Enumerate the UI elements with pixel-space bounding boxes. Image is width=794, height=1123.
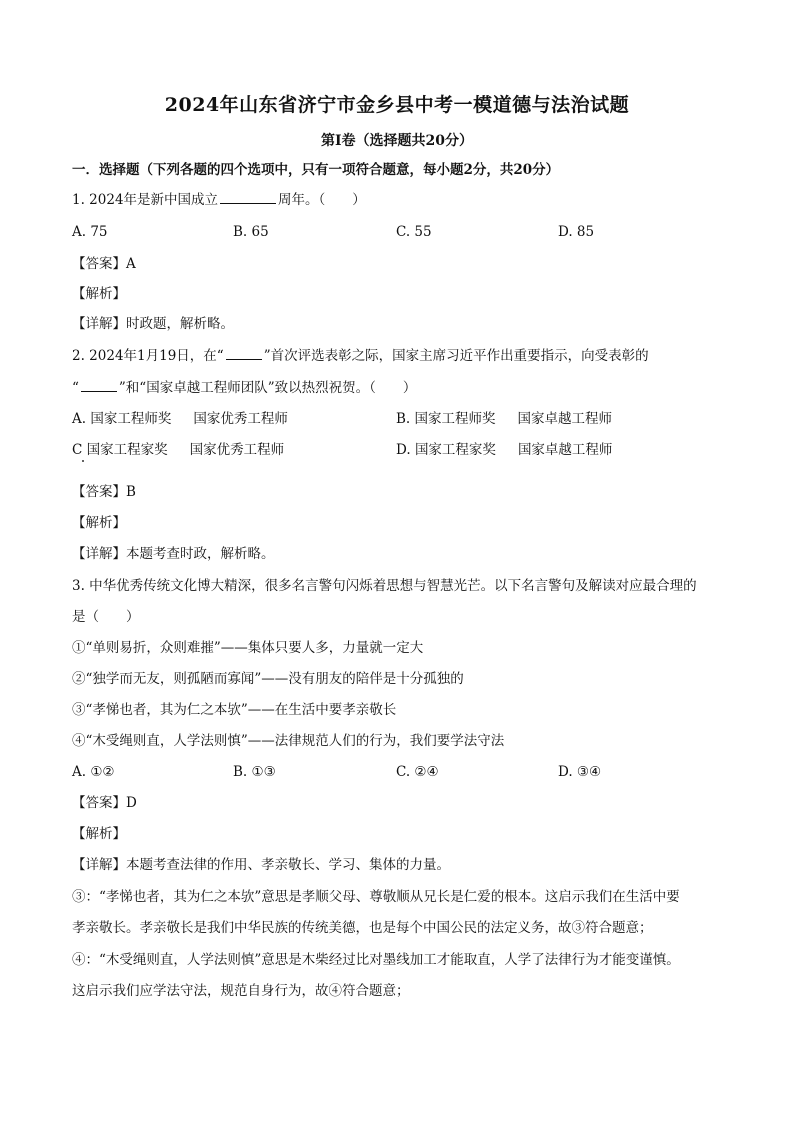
q3-explanation-4-line2: 这启示我们应学法守法，规范自身行为，故④符合题意；: [72, 983, 410, 999]
q2-option-d: [396, 440, 612, 460]
q2-line1-part-b: ”首次评选表彰之际，国家主席习近平作出重要指示，向受表彰的: [263, 348, 649, 364]
q1-stem-part-b: 周年。（ ）: [278, 192, 366, 208]
q2-option-d-key: D.: [396, 442, 411, 458]
q2-blank-2: [81, 379, 117, 392]
q2-option-a-key: A.: [72, 411, 87, 427]
q2-option-b-first: 国家工程师奖: [414, 411, 496, 427]
q2-stem-line1: [72, 346, 649, 366]
q2-stem-line2: [72, 378, 416, 398]
q2-option-d-first: 国家工程家奖: [414, 442, 496, 458]
q2-option-a-first: 国家工程师奖: [90, 411, 172, 427]
q3-analysis: 【解析】: [72, 826, 126, 842]
q1-options: [72, 222, 722, 242]
q2-option-b: [396, 409, 612, 429]
q2-line2-part-b: ”和“国家卓越工程师团队”致以热烈祝贺。（ ）: [118, 380, 417, 396]
q1-analysis: 【解析】: [72, 286, 126, 302]
q3-item-2: ②“独学而无友，则孤陋而寡闻”——没有朋友的陪伴是十分孤独的: [72, 671, 464, 687]
q2-analysis: 【解析】: [72, 515, 126, 531]
stray-dot: [82, 460, 84, 462]
q2-blank-1: [226, 347, 262, 360]
q3-option-d: D. ③④: [558, 764, 602, 780]
q2-answer: 【答案】B: [72, 484, 136, 500]
q3-option-c: C. ②④: [396, 764, 439, 780]
q2-option-c: [72, 440, 284, 460]
q2-option-d-second: 国家卓越工程师: [517, 442, 613, 458]
q1-option-c: C. 55: [396, 224, 432, 240]
q2-options-row1: [72, 409, 722, 429]
q2-detail: 【详解】本题考查时政，解析略。: [72, 546, 275, 562]
q2-option-a-second: 国家优秀工程师: [193, 411, 288, 427]
q2-option-a: [72, 409, 288, 429]
q2-option-c-first: 国家工程家奖: [86, 442, 168, 458]
q2-option-c-second: 国家优秀工程师: [189, 442, 285, 458]
q1-stem-part-a: 1. 2024年是新中国成立: [72, 192, 219, 208]
q1-blank: [220, 191, 276, 204]
q1-answer: 【答案】A: [72, 256, 136, 272]
page-subtitle: 第Ⅰ卷（选择题共20分）: [320, 133, 474, 149]
q1-detail: 【详解】时政题，解析略。: [72, 316, 234, 332]
q2-options-row2: [72, 440, 722, 460]
q3-item-1: ①“单则易折，众则难摧”——集体只要人多，力量就一定大: [72, 640, 424, 656]
q3-stem-line2: 是（ ）: [72, 609, 140, 625]
q2-line1-part-a: 2. 2024年1月19日，在“: [72, 348, 224, 364]
q3-explanation-3-line2: 孝亲敬长。孝亲敬长是我们中华民族的传统美德，也是每个中国公民的法定义务，故③符合题意；: [72, 920, 653, 936]
q3-detail: 【详解】本题考查法律的作用、孝亲敬长、学习、集体的力量。: [72, 857, 450, 873]
q3-explanation-4-line1: ④：“木受绳则直，人学法则慎”意思是木柴经过比对墨线加工才能取直，人学了法律行为才能变谨慎。: [72, 952, 680, 968]
q3-explanation-3-line1: ③：“孝悌也者，其为仁之本欤”意思是孝顺父母、尊敬顺从兄长是仁爱的根本。这启示我们在生活中要: [72, 889, 680, 905]
q2-option-b-key: B.: [396, 411, 411, 427]
q3-item-3: ③“孝悌也者，其为仁之本欤”——在生活中要孝亲敬长: [72, 702, 397, 718]
q3-option-b: B. ①③: [233, 764, 276, 780]
q1-option-a: A. 75: [72, 224, 108, 240]
page-title: 2024年山东省济宁市金乡县中考一模道德与法治试题: [164, 94, 630, 116]
q3-answer: 【答案】D: [72, 795, 137, 811]
q3-stem-line1: 3. 中华优秀传统文化博大精深，很多名言警句闪烁着思想与智慧光芒。以下名言警句及解读对应最合理的: [72, 578, 697, 594]
q2-line2-part-a: “: [72, 380, 79, 396]
q3-item-4: ④“木受绳则直，人学法则慎”——法律规范人们的行为，我们要学法守法: [72, 733, 505, 749]
q2-option-b-second: 国家卓越工程师: [517, 411, 613, 427]
q3-options: [72, 762, 722, 782]
q1-option-d: D. 85: [558, 224, 595, 240]
q1-stem: [72, 190, 366, 210]
section-heading: 一．选择题（下列各题的四个选项中，只有一项符合题意，每小题2分，共20分）: [72, 162, 560, 178]
q1-option-b: B. 65: [233, 224, 269, 240]
q2-option-c-key: C: [72, 442, 83, 458]
q3-option-a: A. ①②: [72, 764, 115, 780]
